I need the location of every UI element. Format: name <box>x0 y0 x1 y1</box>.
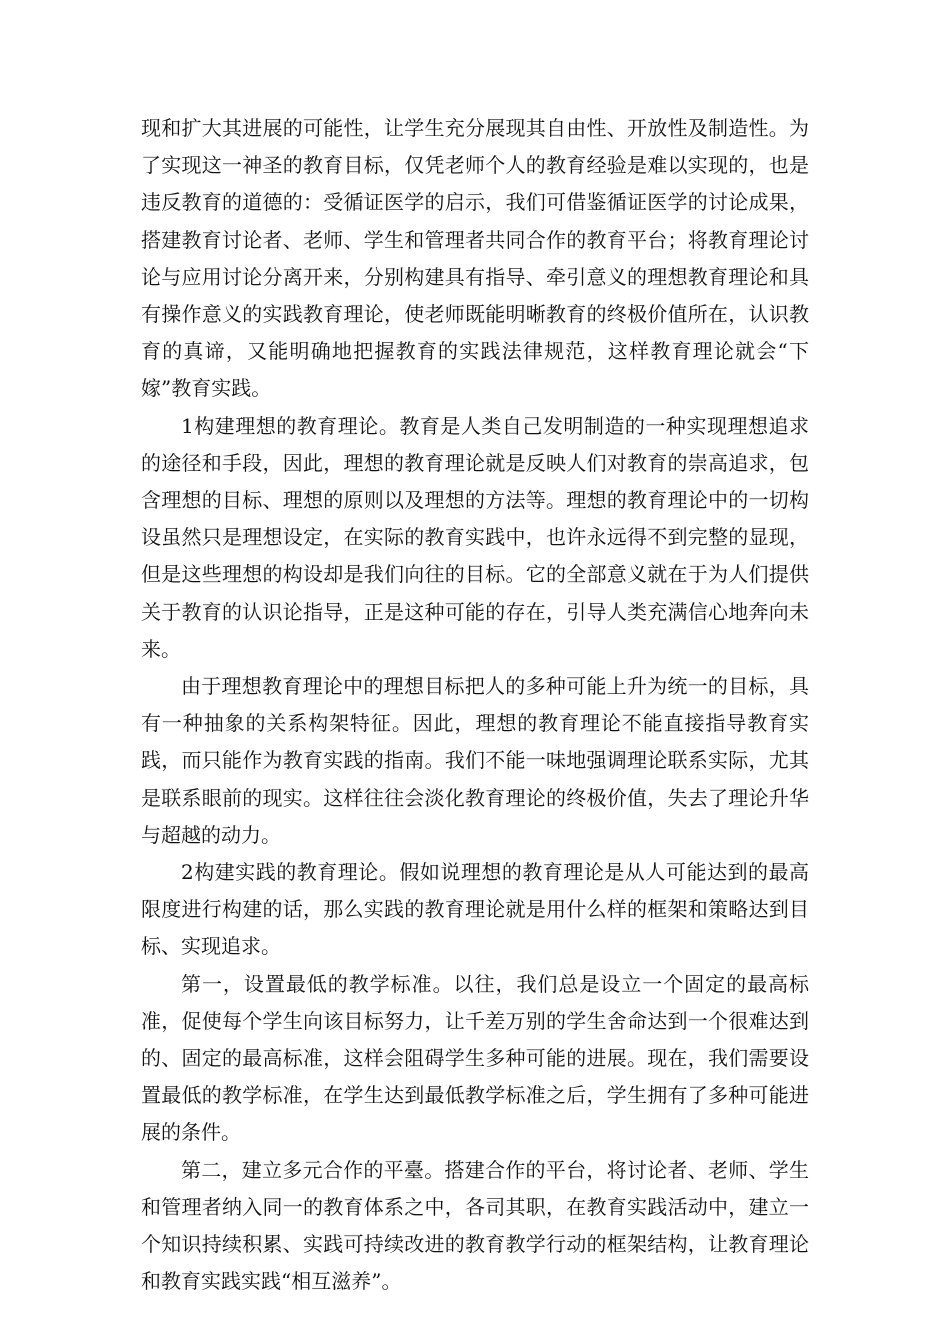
paragraph-first-standard: 第一，设置最低的教学标准。以往，我们总是设立一个固定的最高标准，促使每个学生向该目标努力，让千差万别的学生舍命达到一个很难达到的、固定的最高标准，这样会阻碍学生多种可能的进展。现在，我们需要设置最低的教学标准，在学生达到最低教学标准之后，学生拥有了多种可能进展的条件。 <box>141 971 809 1145</box>
paragraph-second-platform: 第二，建立多元合作的平臺。搭建合作的平台，将讨论者、老师、学生和管理者纳入同一的教育体系之中，各司其职，在教育实践活动中，建立一个知识持续积累、实践可持续改进的教育教学行动的框架结构，让教育理论和教育实践实践“相互滋养”。 <box>141 1157 809 1294</box>
paragraph-ideal-goal: 由于理想教育理论中的理想目标把人的多种可能上升为统一的目标，具有一种抽象的关系构架特征。因此，理想的教育理论不能直接指导教育实践，而只能作为教育实践的指南。我们不能一味地强调理论联系实际，尤其是联系眼前的现实。这样往往会淡化教育理论的终极价值，失去了理论升华与超越的动力。 <box>141 674 809 847</box>
document-page <box>141 110 809 1301</box>
paragraph-ideal-theory: 1构建理想的教育理论。教育是人类自己发明制造的一种实现理想追求的途径和手段，因此，理想的教育理论就是反映人们对教育的崇高追求，包含理想的目标、理想的原则以及理想的方法等。理想的教育理论中的一切构设虽然只是理想设定，在实际的教育实践中，也许永远得不到完整的显现，但是这些理想的构设却是我们向往的目标。它的全部意义就在于为人们提供关于教育的认识论指导，正是这种可能的存在，引导人类充满信心地奔向未来。 <box>141 413 809 661</box>
paragraph-continuation: 现和扩大其进展的可能性，让学生充分展现其自由性、开放性及制造性。为了实现这一神圣的教育目标，仅凭老师个人的教育经验是难以实现的，也是违反教育的道德的：受循证医学的启示，我们可借鉴循证医学的讨论成果，搭建教育讨论者、老师、学生和管理者共同合作的教育平台；将教育理论讨论与应用讨论分离开来，分别构建具有指导、牵引意义的理想教育理论和具有操作意义的实践教育理论，使老师既能明晰教育的终极价值所在，认识教育的真谛，又能明确地把握教育的实践法律规范，这样教育理论就会“下嫁”教育实践。 <box>141 116 809 401</box>
paragraph-practical-theory: 2构建实践的教育理论。假如说理想的教育理论是从人可能达到的最高限度进行构建的话，那么实践的教育理论就是用什么样的框架和策略达到目标、实现追求。 <box>141 860 809 959</box>
